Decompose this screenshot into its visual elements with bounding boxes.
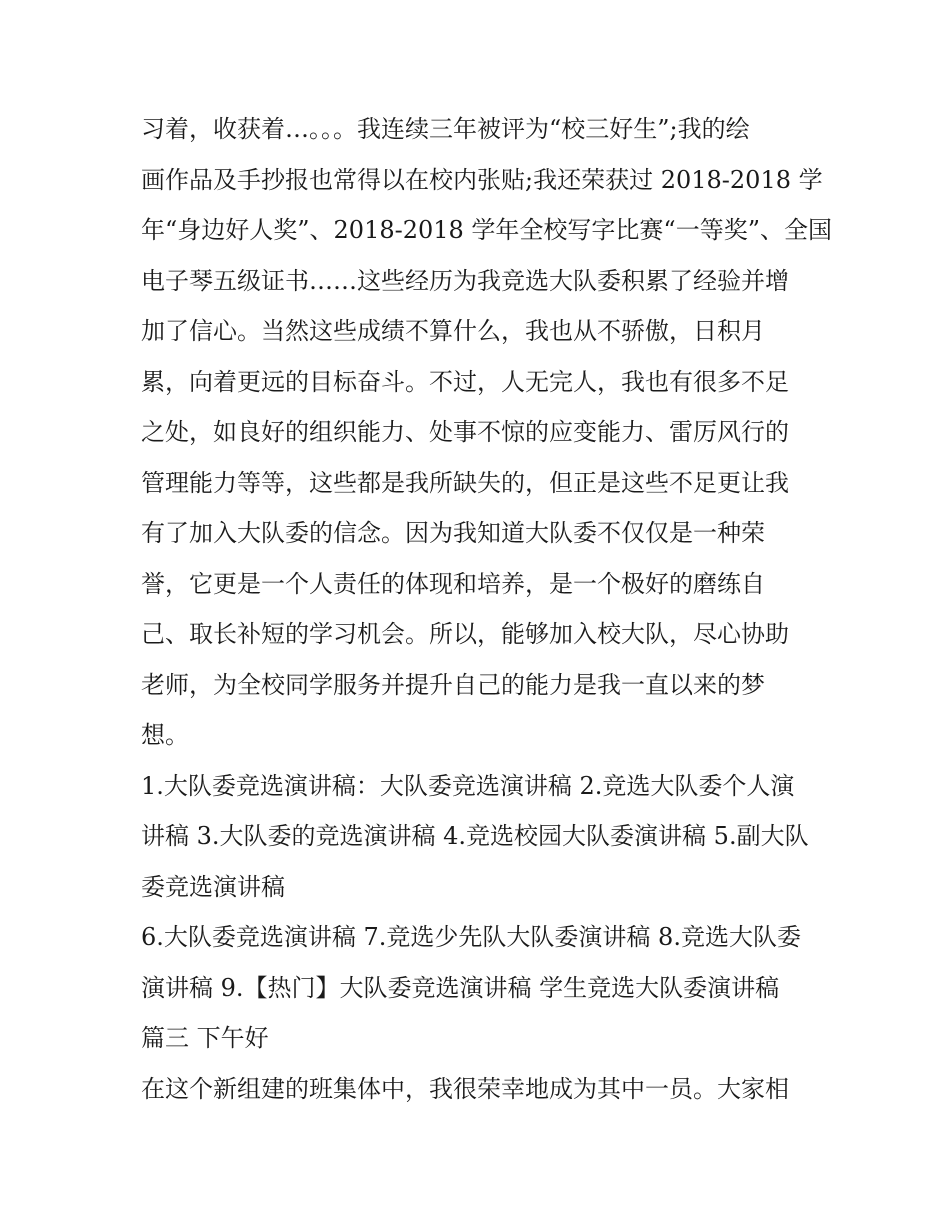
text-line: 老师，为全校同学服务并提升自己的能力是我一直以来的梦 (141, 670, 765, 699)
text-line: 有了加入大队委的信念。因为我知道大队委不仅仅是一种荣 (141, 519, 765, 547)
text-line: 画作品及手抄报也常得以在校内张贴;我还荣获过 2018-2018 学 (141, 165, 823, 194)
text-line: 想。 (141, 721, 189, 749)
list-line: 演讲稿 9.【热门】大队委竞选演讲稿 学生竞选大队委演讲稿 (141, 973, 780, 1002)
text-line: 年“身边好人奖”、2018-2018 学年全校写字比赛“一等奖”、全国 (141, 216, 832, 244)
text-line: 之处，如良好的组织能力、处事不惊的应变能力、雷厉风行的 (141, 418, 789, 446)
list-line: 6.大队委竞选演讲稿 7.竞选少先队大队委演讲稿 8.竞选大队委 (141, 923, 801, 951)
text-line: 誉，它更是一个人责任的体现和培养，是一个极好的磨练自 (141, 569, 765, 598)
list-line: 委竞选演讲稿 (141, 872, 285, 901)
text-line: 在这个新组建的班集体中，我很荣幸地成为其中一员。大家相 (141, 1074, 789, 1103)
text-line: 习着，收获着…。。。我连续三年被评为“校三好生”;我的绘 (141, 115, 750, 143)
text-line: 管理能力等等，这些都是我所缺失的，但正是这些不足更让我 (141, 468, 789, 497)
list-line: 1.大队委竞选演讲稿：大队委竞选演讲稿 2.竞选大队委个人演 (141, 771, 795, 800)
section-heading: 篇三 下午好 (141, 1024, 269, 1052)
text-line: 电子琴五级证书……这些经历为我竞选大队委积累了经验并增 (141, 266, 789, 295)
text-line: 累，向着更远的目标奋斗。不过，人无完人，我也有很多不足 (141, 367, 789, 396)
text-line: 加了信心。当然这些成绩不算什么，我也从不骄傲，日积月 (141, 317, 765, 345)
text-line: 己、取长补短的学习机会。所以，能够加入校大队，尽心协助 (141, 620, 789, 648)
document-body (141, 104, 832, 1114)
list-line: 讲稿 3.大队委的竞选演讲稿 4.竞选校园大队委演讲稿 5.副大队 (141, 822, 809, 850)
